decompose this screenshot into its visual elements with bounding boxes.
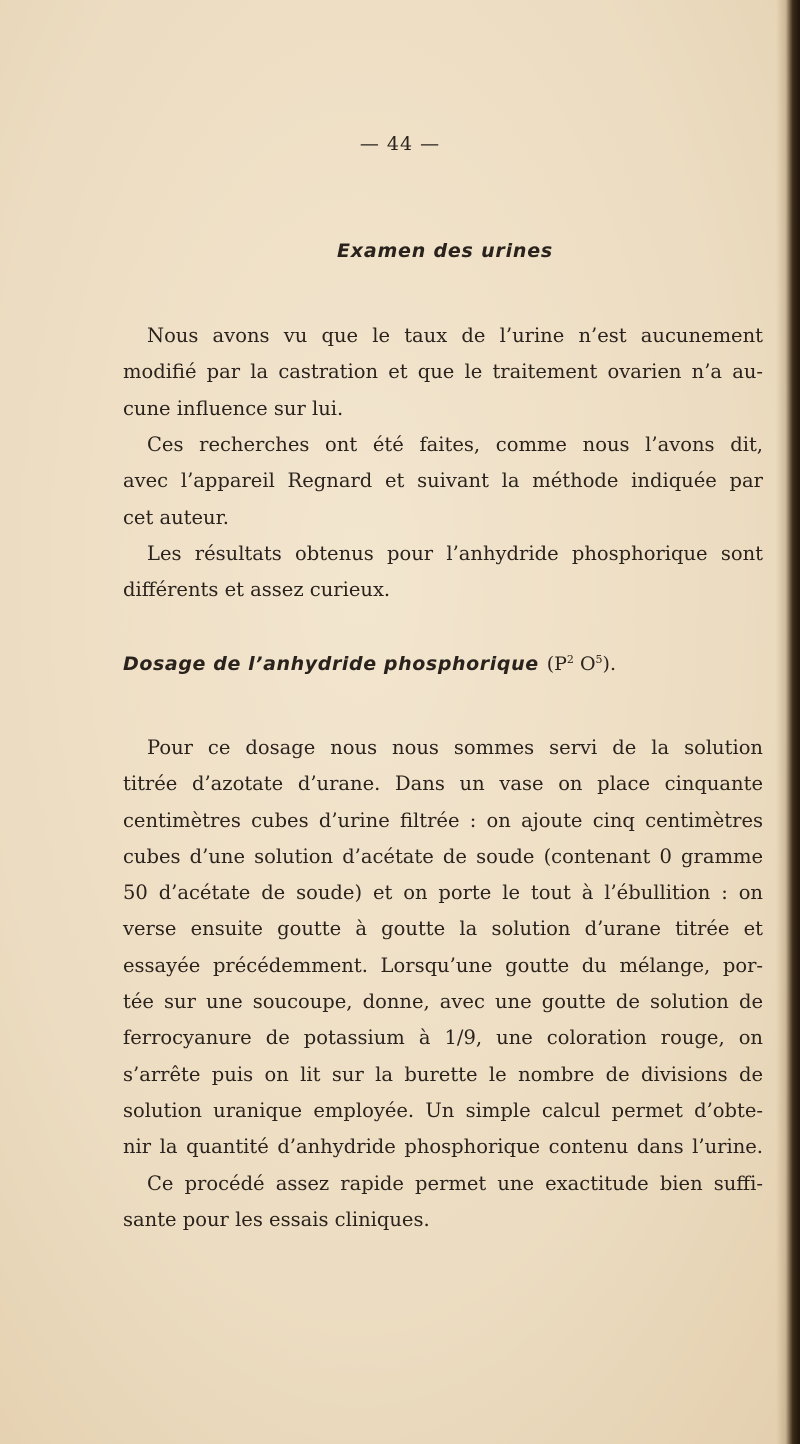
page-number: — 44 — <box>359 133 441 155</box>
paragraph-4 <box>123 730 763 1238</box>
text-line: différents et assez curieux. <box>123 578 391 602</box>
paragraph-2 <box>123 427 763 536</box>
formula-o-subscript: 5 <box>595 653 603 666</box>
subsection-title: Dosage de l’anhydride phosphorique <box>123 653 539 675</box>
text-line: essayée précédemment. Lorsqu’une goutte du mélange, por- <box>123 953 763 977</box>
text-line: Nous avons vu que le taux de l’urine n’est aucunement <box>147 324 763 347</box>
text-line: centimètres cubes d’urine filtrée : on ajoute cinq centimètres <box>123 808 763 832</box>
formula <box>547 653 616 675</box>
formula-close: ). <box>602 653 616 675</box>
text-line: solution uranique employée. Un simple calcul permet d’obte- <box>123 1098 763 1122</box>
text-line: cet auteur. <box>123 505 229 529</box>
text-line: titrée d’azotate d’urane. Dans un vase on place cinquante <box>123 772 763 796</box>
text-line: tée sur une soucoupe, donne, avec une goutte de solution de <box>123 990 763 1014</box>
paragraph-1 <box>123 318 763 427</box>
text-line: sante pour les essais cliniques. <box>123 1207 430 1231</box>
paragraph-3 <box>123 536 763 609</box>
formula-p-subscript: 2 <box>566 653 574 666</box>
text-line: Ce procédé assez rapide permet une exactitude bien suffi- <box>147 1171 763 1195</box>
section-title: Examen des urines <box>336 240 554 262</box>
text-line: 50 d’acétate de soude) et on porte le tout à l’ébullition : on <box>123 881 763 905</box>
text-line: cune influence sur lui. <box>123 396 344 420</box>
text-line: Ces recherches ont été faites, comme nous l’avons dit, <box>147 433 763 456</box>
text-line: avec l’appareil Regnard et suivant la méthode indiquée par <box>123 469 763 493</box>
subsection-heading <box>123 653 763 676</box>
text-line: nir la quantité d’anhydride phosphorique contenu dans l’urine. <box>123 1135 763 1159</box>
text-line: Les résultats obtenus pour l’anhydride phosphorique sont <box>147 542 763 565</box>
text-line: cubes d’une solution d’acétate de soude (contenant 0 gramme <box>123 844 763 868</box>
text-line: ferrocyanure de potassium à 1/9, une coloration rouge, on <box>123 1026 763 1050</box>
page-edge-shadow <box>776 0 800 1444</box>
text-line: modifié par la castration et que le traitement ovarien n’a au- <box>123 360 763 384</box>
formula-mid: O <box>573 653 596 675</box>
formula-open: (P <box>546 653 567 675</box>
text-line: verse ensuite goutte à goutte la solution d’urane titrée et <box>123 917 763 941</box>
text-line: s’arrête puis on lit sur la burette le nombre de divisions de <box>123 1062 763 1086</box>
text-line: Pour ce dosage nous nous sommes servi de la solution <box>147 736 763 759</box>
